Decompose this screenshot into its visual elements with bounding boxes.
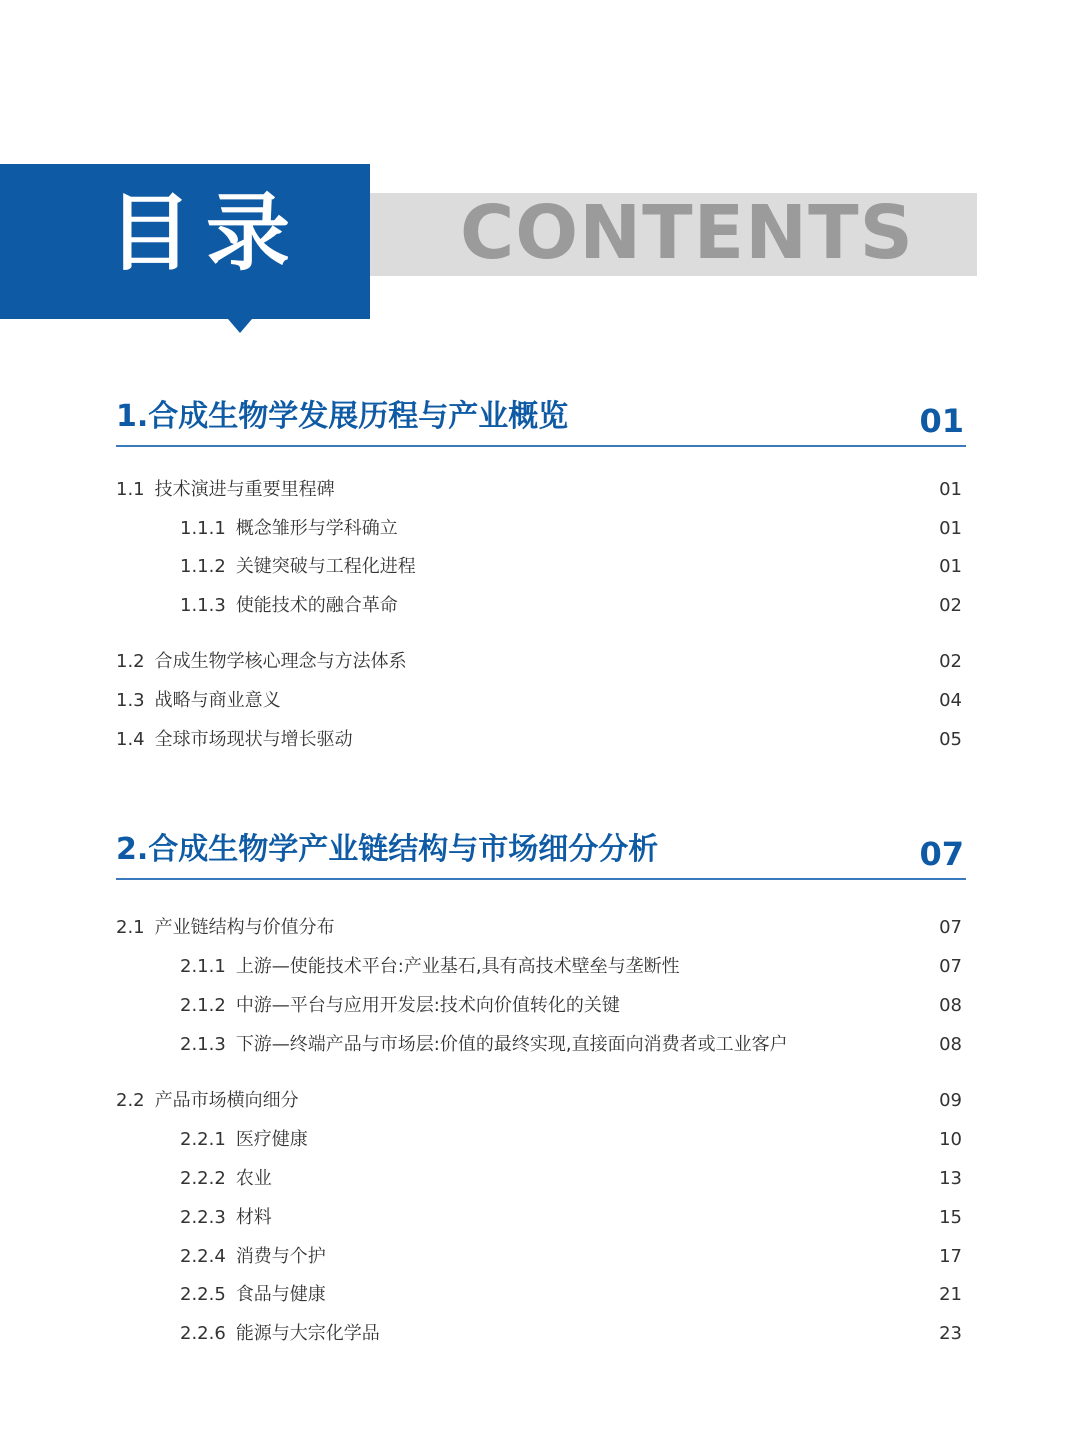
- entry-page-number: 08: [939, 1034, 962, 1055]
- entry-label: 医疗健康: [235, 1129, 308, 1150]
- entry-page-number: 21: [939, 1284, 962, 1305]
- entry-label: 消费与个护: [235, 1246, 326, 1267]
- entry-number: 2.1.1: [180, 956, 226, 977]
- entry-label: 合成生物学核心理念与方法体系: [154, 651, 407, 672]
- entry-number: 2.1.2: [180, 995, 226, 1016]
- entry-page-number: 02: [939, 595, 962, 616]
- entry-page-number: 01: [939, 556, 962, 577]
- section-page-number: 01: [919, 402, 964, 440]
- contents-title-cn: 目录: [108, 184, 305, 282]
- toc-entry-2-1-3[interactable]: [180, 1031, 964, 1059]
- entry-number: 1.1.2: [180, 556, 226, 577]
- entry-page-number: 17: [939, 1246, 962, 1267]
- entry-label: 全球市场现状与增长驱动: [154, 729, 353, 750]
- toc-entry-1-1-3[interactable]: [180, 592, 964, 620]
- entry-page-number: 02: [939, 651, 962, 672]
- entry-label: 食品与健康: [235, 1284, 326, 1305]
- entry-label: 概念雏形与学科确立: [235, 518, 398, 539]
- entry-number: 2.2: [116, 1090, 145, 1111]
- entry-label: 产品市场横向细分: [154, 1090, 299, 1111]
- entry-label: 技术演进与重要里程碑: [154, 479, 335, 500]
- entry-number: 2.2.5: [180, 1284, 226, 1305]
- toc-entry-2-2-3[interactable]: [180, 1204, 964, 1232]
- entry-number: 2.2.4: [180, 1246, 226, 1267]
- entry-page-number: 10: [939, 1129, 962, 1150]
- entry-page-number: 04: [939, 690, 962, 711]
- section-title: 1.合成生物学发展历程与产业概览: [116, 399, 569, 434]
- entry-label: 中游—平台与应用开发层:技术向价值转化的关键: [235, 995, 620, 1016]
- entry-number: 1.2: [116, 651, 145, 672]
- toc-entry-1-4[interactable]: [116, 726, 964, 754]
- entry-number: 2.2.1: [180, 1129, 226, 1150]
- section-1-heading[interactable]: [116, 395, 966, 447]
- toc-entry-2-2-5[interactable]: [180, 1281, 964, 1309]
- toc-entry-2-2-1[interactable]: [180, 1126, 964, 1154]
- entry-page-number: 23: [939, 1323, 962, 1344]
- section-page-number: 07: [919, 835, 964, 873]
- entry-page-number: 01: [939, 518, 962, 539]
- entry-label: 材料: [235, 1207, 272, 1228]
- entry-number: 1.1: [116, 479, 145, 500]
- entry-label: 上游—使能技术平台:产业基石,具有高技术壁垒与垄断性: [235, 956, 680, 977]
- entry-label: 农业: [235, 1168, 272, 1189]
- section-title: 2.合成生物学产业链结构与市场细分分析: [116, 832, 659, 867]
- toc-entry-2-1-2[interactable]: [180, 992, 964, 1020]
- entry-number: 1.4: [116, 729, 145, 750]
- entry-page-number: 08: [939, 995, 962, 1016]
- entry-number: 2.2.6: [180, 1323, 226, 1344]
- toc-entry-1-1[interactable]: [116, 476, 964, 504]
- entry-label: 产业链结构与价值分布: [154, 917, 335, 938]
- entry-page-number: 07: [939, 917, 962, 938]
- section-2-heading[interactable]: [116, 828, 966, 880]
- contents-title-en: CONTENTS: [460, 190, 914, 276]
- entry-page-number: 01: [939, 479, 962, 500]
- entry-label: 战略与商业意义: [154, 690, 281, 711]
- toc-entry-2-1[interactable]: [116, 914, 964, 942]
- toc-entry-1-2[interactable]: [116, 648, 964, 676]
- entry-number: 1.3: [116, 690, 145, 711]
- toc-entry-2-2-6[interactable]: [180, 1320, 964, 1348]
- toc-entry-2-2-4[interactable]: [180, 1243, 964, 1271]
- entry-label: 关键突破与工程化进程: [235, 556, 416, 577]
- entry-number: 2.2.2: [180, 1168, 226, 1189]
- entry-number: 2.1: [116, 917, 145, 938]
- toc-entry-2-1-1[interactable]: [180, 953, 964, 981]
- entry-number: 2.1.3: [180, 1034, 226, 1055]
- toc-entry-1-1-1[interactable]: [180, 515, 964, 543]
- entry-page-number: 05: [939, 729, 962, 750]
- entry-number: 1.1.3: [180, 595, 226, 616]
- title-pointer-triangle: [228, 319, 252, 333]
- entry-page-number: 07: [939, 956, 962, 977]
- toc-entry-1-1-2[interactable]: [180, 553, 964, 581]
- entry-number: 1.1.1: [180, 518, 226, 539]
- entry-label: 使能技术的融合革命: [235, 595, 398, 616]
- entry-label: 能源与大宗化学品: [235, 1323, 380, 1344]
- toc-entry-1-3[interactable]: [116, 687, 964, 715]
- entry-page-number: 15: [939, 1207, 962, 1228]
- toc-entry-2-2-2[interactable]: [180, 1165, 964, 1193]
- entry-page-number: 13: [939, 1168, 962, 1189]
- entry-label: 下游—终端产品与市场层:价值的最终实现,直接面向消费者或工业客户: [235, 1034, 788, 1055]
- entry-number: 2.2.3: [180, 1207, 226, 1228]
- toc-entry-2-2[interactable]: [116, 1087, 964, 1115]
- entry-page-number: 09: [939, 1090, 962, 1111]
